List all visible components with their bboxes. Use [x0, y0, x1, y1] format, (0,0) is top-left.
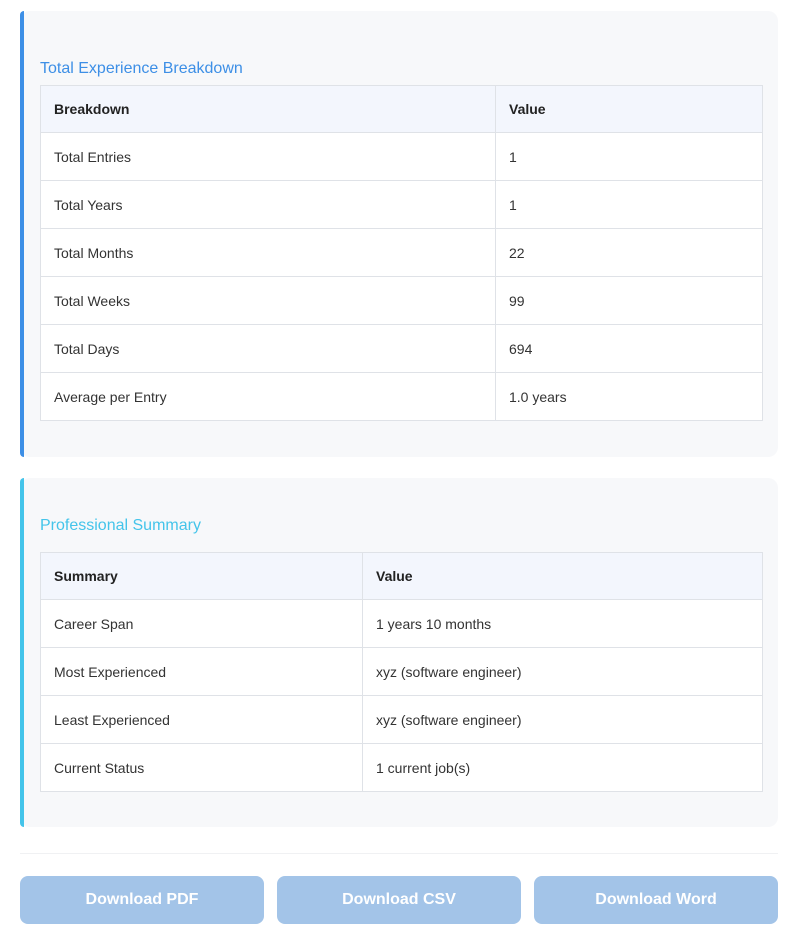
row-value: 1 current job(s)	[363, 744, 763, 792]
professional-summary-title: Professional Summary	[40, 517, 201, 534]
table-row	[41, 133, 763, 181]
download-pdf-button[interactable]: Download PDF	[20, 876, 264, 924]
experience-breakdown-title: Total Experience Breakdown	[40, 60, 243, 77]
table-row	[41, 600, 763, 648]
section-divider	[20, 853, 778, 854]
experience-breakdown-table	[40, 85, 763, 421]
row-value: 22	[496, 229, 763, 277]
row-label: Average per Entry	[41, 373, 496, 421]
table-row	[41, 373, 763, 421]
download-csv-button[interactable]: Download CSV	[277, 876, 521, 924]
row-value: 99	[496, 277, 763, 325]
table-row	[41, 229, 763, 277]
row-value: 1	[496, 181, 763, 229]
row-value: xyz (software engineer)	[363, 696, 763, 744]
table-row	[41, 181, 763, 229]
row-value: 1.0 years	[496, 373, 763, 421]
row-label: Total Days	[41, 325, 496, 373]
column-header-summary: Summary	[41, 553, 363, 600]
row-label: Total Months	[41, 229, 496, 277]
table-row	[41, 277, 763, 325]
table-header-row	[41, 86, 763, 133]
row-label: Least Experienced	[41, 696, 363, 744]
download-word-button[interactable]: Download Word	[534, 876, 778, 924]
row-label: Total Entries	[41, 133, 496, 181]
row-label: Total Weeks	[41, 277, 496, 325]
professional-summary-card	[20, 478, 778, 827]
table-row	[41, 648, 763, 696]
column-header-value: Value	[496, 86, 763, 133]
professional-summary-table	[40, 552, 763, 792]
row-value: 1 years 10 months	[363, 600, 763, 648]
row-label: Current Status	[41, 744, 363, 792]
experience-breakdown-card	[20, 11, 778, 457]
row-value: xyz (software engineer)	[363, 648, 763, 696]
row-value: 1	[496, 133, 763, 181]
row-label: Total Years	[41, 181, 496, 229]
row-label: Most Experienced	[41, 648, 363, 696]
row-value: 694	[496, 325, 763, 373]
table-header-row	[41, 553, 763, 600]
table-row	[41, 696, 763, 744]
row-label: Career Span	[41, 600, 363, 648]
column-header-value: Value	[363, 553, 763, 600]
column-header-breakdown: Breakdown	[41, 86, 496, 133]
table-row	[41, 744, 763, 792]
table-row	[41, 325, 763, 373]
